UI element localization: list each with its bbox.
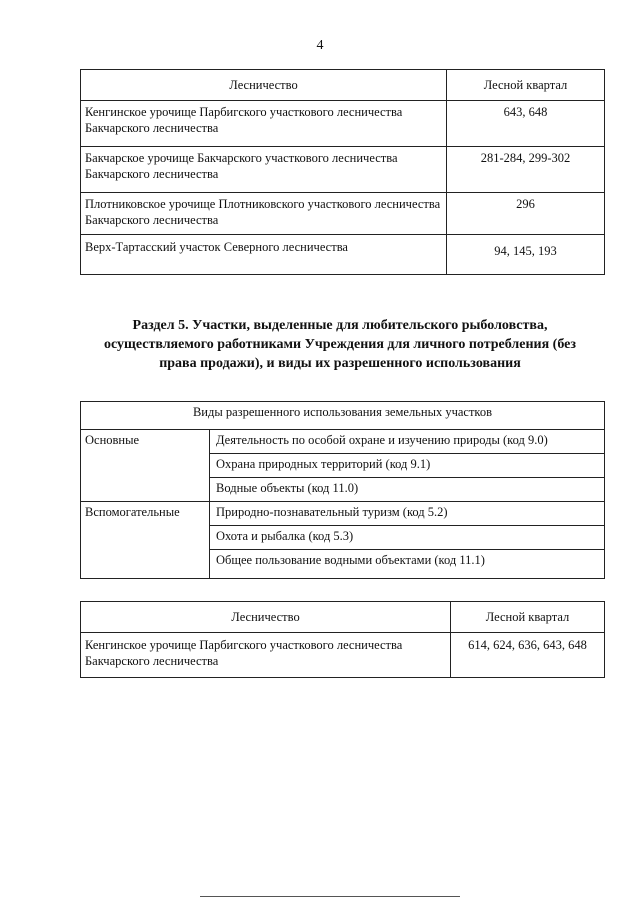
header-forestry: Лесничество [81, 602, 451, 633]
forestry-cell: Верх-Тартасский участок Северного лесничества [81, 235, 447, 275]
permitted-use-header: Виды разрешенного использования земельных участков [81, 402, 605, 430]
page-number: 4 [316, 38, 324, 53]
section-5-title: Раздел 5. Участки, выделенные для любительского рыболовства, осуществляемого работниками Учреждения для личного потребления (без права продажи), и виды их разрешенного использования [104, 318, 576, 371]
forestry-cell: Бакчарское урочище Бакчарского участкового лесничества Бакчарского лесничества [81, 147, 447, 193]
forestry-cell: Кенгинское урочище Парбигского участкового лесничества Бакчарского лесничества [81, 633, 451, 678]
header-forest-quarter: Лесной квартал [451, 602, 605, 633]
quarter-cell: 614, 624, 636, 643, 648 [451, 633, 605, 678]
header-forest-quarter: Лесной квартал [447, 70, 605, 101]
use-item: Природно-познавательный туризм (код 5.2) [210, 502, 605, 526]
table-row [81, 193, 605, 235]
forestry-quarters-table-1 [80, 69, 605, 275]
main-uses-label: Основные [81, 430, 210, 502]
forestry-quarters-table-2 [80, 601, 605, 678]
table-row [81, 235, 605, 275]
table-row [81, 147, 605, 193]
quarter-cell: 281-284, 299-302 [447, 147, 605, 193]
forestry-cell: Кенгинское урочище Парбигского участкового лесничества Бакчарского лесничества [81, 101, 447, 147]
aux-uses-label: Вспомогательные [81, 502, 210, 579]
scan-edge-line [200, 896, 460, 897]
quarter-cell: 296 [447, 193, 605, 235]
use-item: Общее пользование водными объектами (код 11.1) [210, 550, 605, 579]
table-row [81, 633, 605, 678]
use-item: Охрана природных территорий (код 9.1) [210, 454, 605, 478]
permitted-use-table [80, 401, 605, 579]
forestry-cell: Плотниковское урочище Плотниковского участкового лесничества Бакчарского лесничества [81, 193, 447, 235]
table-header-row [81, 602, 605, 633]
table-row [81, 101, 605, 147]
table-row [81, 430, 605, 454]
use-item: Деятельность по особой охране и изучению природы (код 9.0) [210, 430, 605, 454]
table-header-row [81, 70, 605, 101]
quarter-cell: 643, 648 [447, 101, 605, 147]
use-item: Водные объекты (код 11.0) [210, 478, 605, 502]
use-item: Охота и рыбалка (код 5.3) [210, 526, 605, 550]
table-header-row [81, 402, 605, 430]
header-forestry: Лесничество [81, 70, 447, 101]
table-row [81, 502, 605, 526]
quarter-cell: 94, 145, 193 [447, 235, 605, 275]
